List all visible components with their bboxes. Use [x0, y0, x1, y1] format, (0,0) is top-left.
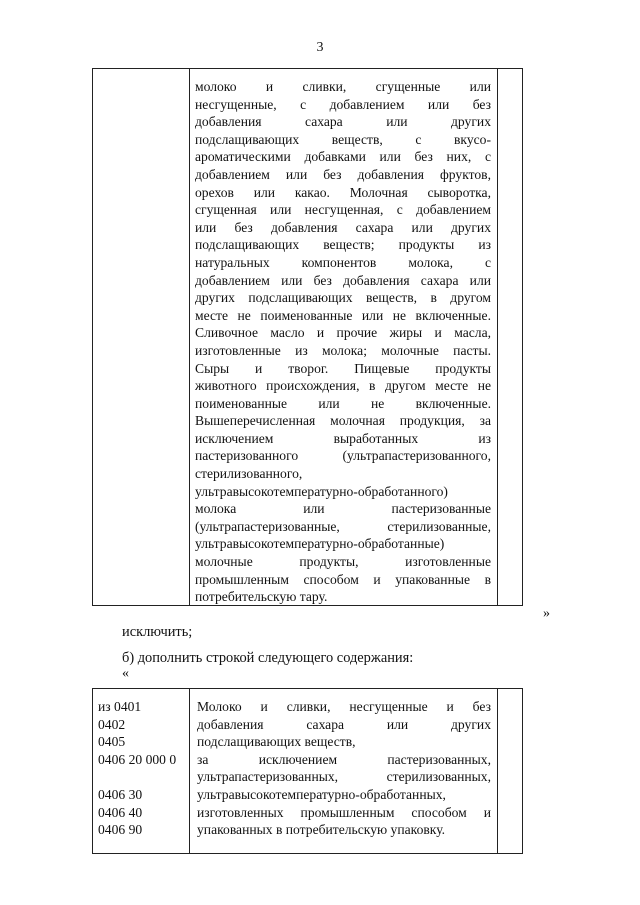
text-line: Вышеперечисленная молочная продукция, за — [195, 413, 491, 429]
instruction-add: б) дополнить строкой следующего содержания: — [122, 650, 414, 666]
text-line: ароматическими добавками или без них, с — [195, 149, 491, 165]
instruction-exclude: исключить; — [122, 624, 193, 640]
text-line: молоко и сливки, сгущенные или — [195, 79, 491, 94]
table-continuation — [92, 68, 523, 606]
text-line: стерилизованного, — [195, 466, 303, 482]
text-line: добавлением или без добавления сахара или — [195, 272, 491, 288]
text-line: Молоко и сливки, несгущенные и без — [197, 699, 491, 714]
text-line: Сыры и творог. Пищевые продукты — [195, 360, 491, 376]
code-line: из 0401 — [98, 699, 142, 714]
text-line: пастеризованного (ультрапастеризованного, — [195, 448, 491, 464]
code-line: 0406 20 000 0 — [98, 751, 177, 767]
text-line: несгущенные, с добавлением или без — [195, 96, 491, 112]
text-line: добавления сахара или других — [197, 716, 491, 732]
opening-quote: « — [122, 666, 129, 681]
column-divider — [497, 69, 498, 605]
text-line: изготовленных промышленным способом и — [197, 804, 491, 820]
text-line: упакованных в потребительскую упаковку. — [197, 822, 446, 838]
text-line: ультрапастеризованных, стерилизованных, — [197, 769, 491, 785]
text-line: добавлением или без добавления фруктов, — [195, 166, 491, 182]
text-line: подслащивающих веществ, — [197, 734, 356, 750]
text-line: молока или пастеризованные — [195, 501, 491, 517]
text-line: ультравысокотемпературно-обработанного) — [195, 483, 448, 499]
text-line: молочные продукты, изготовленные — [195, 554, 491, 570]
text-line: месте не поименованные или не включенные. — [195, 307, 491, 323]
product-description-cell — [195, 78, 491, 606]
column-divider — [497, 689, 498, 853]
column-divider — [189, 69, 190, 605]
code-line: 0406 90 — [98, 822, 143, 838]
text-line: за исключением пастеризованных, — [197, 751, 491, 767]
text-line: натуральных компонентов молока, с — [195, 254, 491, 270]
text-line: сгущенная или несгущенная, с добавлением — [195, 202, 491, 218]
text-line: ультравысокотемпературно-обработанных, — [197, 786, 446, 802]
text-line: добавления сахара или других — [195, 114, 491, 130]
text-line: ультравысокотемпературно-обработанные) — [195, 536, 445, 552]
text-line: других подслащивающих веществ, в другом — [195, 290, 491, 306]
text-line: животного происхождения, в другом месте не — [195, 378, 491, 394]
text-line: потребительскую тару. — [195, 589, 328, 605]
code-line: 0406 30 — [98, 786, 143, 802]
tn-ved-codes-cell — [98, 698, 190, 839]
text-line: промышленным способом и упакованные в — [195, 571, 491, 587]
page-number: 3 — [316, 40, 324, 55]
text-line: (ультрапастеризованные, стерилизованные, — [195, 518, 491, 534]
text-line: подслащивающих веществ, с вкусо- — [195, 131, 491, 147]
code-line: 0406 40 — [98, 804, 143, 820]
text-line: исключением выработанных из — [195, 430, 491, 446]
code-line: 0405 — [98, 734, 126, 750]
text-line: орехов или какао. Молочная сыворотка, — [195, 184, 491, 200]
text-line: подслащивающих веществ; продукты из — [195, 237, 491, 253]
table-new-row — [92, 688, 523, 854]
code-line — [98, 768, 190, 786]
text-line: поименованные или не включенные. — [195, 395, 491, 411]
closing-quote: » — [543, 606, 550, 621]
code-line: 0402 — [98, 716, 126, 732]
text-line: Сливочное масло и прочие жиры и масла, — [195, 325, 491, 341]
text-line: или без добавления сахара или других — [195, 219, 491, 235]
product-description-cell — [197, 698, 491, 839]
text-line: изготовленные из молока; молочные пасты. — [195, 342, 491, 358]
